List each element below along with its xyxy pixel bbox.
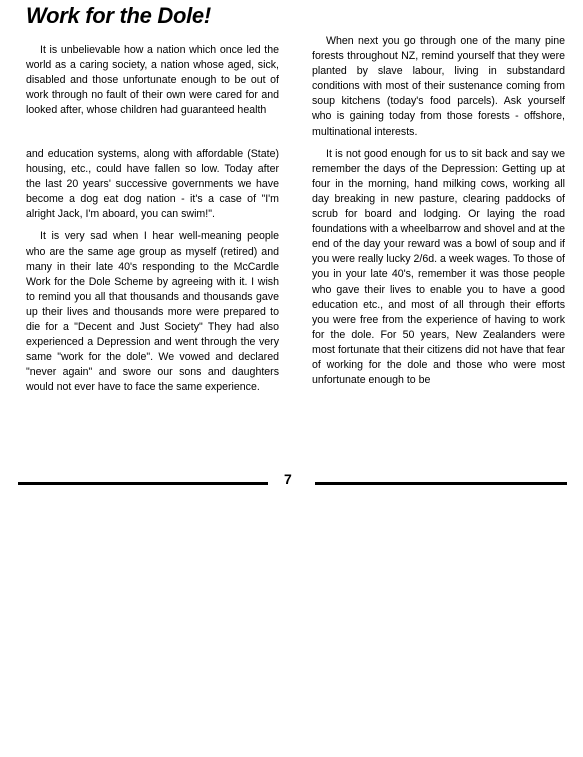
paragraph: It is very sad when I hear well-meaning people who are the same age group as myself (retired) and many in their late 40's responding to the McCardle Work for the Dole Scheme by agreeing with it. I wish to remind you all that thousands and thousands gave up their lives and thousands more were prepared to die for a "Decent and Just Society" They had also experienced a Depression and went through the very same "work for the dole". We vowed and declared "never again" and swore our sons and daughters would not ever have to face the same experience.: [26, 230, 279, 394]
paragraph: and education systems, along with affordable (State) housing, etc., could have fallen so low. Today after the last 20 years' successive governments we have become a dog eat dog nation - it's a case of "I'm alright Jack, I'm aboard, you can swim!".: [26, 148, 279, 221]
article-title: Work for the Dole!: [26, 3, 211, 28]
left-column-top: [26, 43, 279, 125]
paragraph: It is not good enough for us to sit back and say we remember the days of the Depression: Getting up at four in the morning, hand milking cows, working all day breaking in new pasture, clearing paddocks of scrub for board and lodging. Or laying the road foundations with a wheelbarrow and shovel and at the end of the day your reward was a bowl of soup and if you were really lucky 2/6d. a week wages. To those of you in your late 40's, remember it was those people who gave their lives to enable you to have a good education etc., and most of all through their efforts you were free from the experience of having to work for the dole. For 50 years, New Zealanders were most fortunate that their citizens did not have that fear of working for the dole and those who were most unfortunate enough to be: [312, 147, 565, 387]
footer-rule-right: [315, 482, 567, 485]
paragraph: It is unbelievable how a nation which once led the world as a caring society, a nation whose aged, sick, disabled and those unfortunate enough to be out of work through no fault of their own were cared for and looked after, whose children had guaranteed health: [26, 44, 279, 117]
footer-rule-left: [18, 482, 268, 485]
page-number: 7: [284, 471, 292, 487]
right-column: [312, 34, 565, 395]
left-column-bottom: [26, 147, 279, 403]
paragraph: When next you go through one of the many pine forests throughout NZ, remind yourself that they were planted by slave labour, living in substandard conditions with most of their sustenance coming from soup kitchens (today's food parcels). Ask yourself who is gaining today from those forests - offshore, multinational interests.: [312, 35, 565, 138]
